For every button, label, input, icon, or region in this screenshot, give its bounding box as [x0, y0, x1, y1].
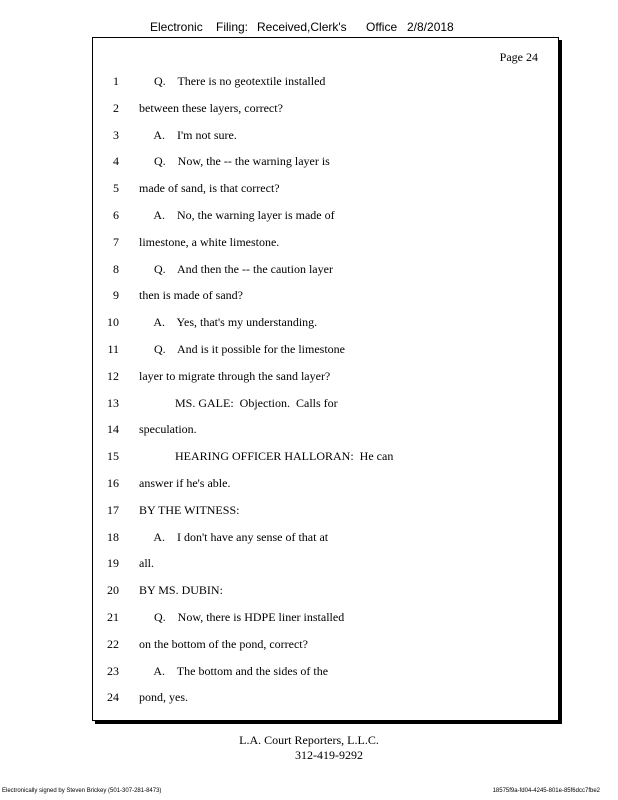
filing-header — [150, 20, 470, 36]
transcript-line — [93, 342, 553, 360]
header-office: Office — [366, 20, 398, 34]
transcript-line — [93, 74, 553, 92]
header-electronic: Electronic — [150, 20, 203, 34]
line-number: 24 — [107, 690, 119, 705]
line-text: A. Yes, that's my understanding. — [139, 315, 318, 330]
line-number: 2 — [113, 100, 119, 115]
transcript-line — [93, 128, 553, 146]
transcript-line — [93, 637, 553, 655]
line-number: 12 — [107, 368, 119, 383]
line-number: 20 — [107, 583, 119, 598]
transcript-line — [93, 690, 553, 708]
line-text: then is made of sand? — [139, 288, 243, 303]
line-number: 15 — [107, 449, 119, 464]
transcript-line — [93, 449, 553, 467]
transcript-line — [93, 208, 553, 226]
header-date: 2/8/2018 — [407, 20, 454, 34]
esign-right: 18575f9a-fd04-4245-801e-85f6dcc7fbe2 — [492, 788, 600, 794]
esign-left: Electronically signed by Steven Brickey (501-307-281-8473) — [2, 788, 162, 794]
line-number: 9 — [113, 288, 119, 303]
line-number: 5 — [113, 181, 119, 196]
transcript-line — [93, 235, 553, 253]
transcript-line — [93, 610, 553, 628]
transcript-line — [93, 181, 553, 199]
line-text: Q. Now, the -- the warning layer is — [139, 154, 330, 169]
line-number: 14 — [107, 422, 119, 437]
header-filing: Filing: — [216, 20, 249, 34]
line-text: made of sand, is that correct? — [139, 181, 280, 196]
transcript-line — [93, 396, 553, 414]
line-text: limestone, a white limestone. — [139, 234, 280, 249]
transcript-line — [93, 369, 553, 387]
line-number: 13 — [107, 395, 119, 410]
line-text: BY MS. DUBIN: — [139, 583, 223, 598]
transcript-line — [93, 154, 553, 172]
line-text: pond, yes. — [139, 690, 188, 705]
line-number: 16 — [107, 476, 119, 490]
line-text: Q. And is it possible for the limestone — [139, 342, 345, 356]
line-number: 17 — [107, 502, 119, 517]
transcript-line — [93, 556, 553, 574]
transcript-line — [93, 315, 553, 333]
line-text: A. I'm not sure. — [139, 127, 237, 142]
line-text: A. I don't have any sense of that at — [139, 529, 329, 544]
line-text: speculation. — [139, 422, 197, 437]
transcript-line — [93, 262, 553, 280]
line-number: 7 — [113, 234, 119, 249]
line-text: Q. And then the -- the caution layer — [139, 261, 333, 276]
transcript-line — [93, 422, 553, 440]
line-number: 11 — [107, 342, 119, 356]
transcript-page — [92, 37, 559, 721]
transcript-line — [93, 583, 553, 601]
line-number: 21 — [107, 610, 119, 624]
header-received: Received,Clerk's — [257, 20, 347, 34]
footer-company: L.A. Court Reporters, L.L.C. — [239, 733, 379, 747]
line-number: 19 — [107, 556, 119, 571]
line-text: Q. There is no geotextile installed — [139, 74, 326, 88]
line-number: 22 — [107, 636, 119, 651]
transcript-line — [93, 101, 553, 119]
line-text: HEARING OFFICER HALLORAN: He can — [139, 449, 394, 464]
transcript-line — [93, 476, 553, 494]
page-number: Page 24 — [499, 50, 538, 64]
line-text: between these layers, correct? — [139, 100, 283, 115]
line-number: 3 — [113, 127, 119, 142]
line-number: 1 — [113, 74, 119, 88]
transcript-line — [93, 503, 553, 521]
line-text: layer to migrate through the sand layer? — [139, 368, 331, 383]
footer-phone: 312-419-9292 — [295, 748, 363, 762]
line-number: 6 — [113, 208, 119, 222]
footer — [0, 733, 618, 763]
line-number: 23 — [107, 663, 119, 678]
transcript-line — [93, 530, 553, 548]
line-number: 8 — [113, 261, 119, 276]
line-number: 18 — [107, 529, 119, 544]
line-number: 10 — [107, 315, 119, 330]
transcript-line — [93, 664, 553, 682]
transcript-line — [93, 288, 553, 306]
line-number: 4 — [113, 154, 119, 169]
line-text: MS. GALE: Objection. Calls for — [139, 395, 338, 410]
line-text: Q. Now, there is HDPE liner installed — [139, 610, 345, 624]
line-text: A. The bottom and the sides of the — [139, 663, 329, 678]
line-text: BY THE WITNESS: — [139, 502, 240, 517]
line-text: on the bottom of the pond, correct? — [139, 636, 308, 651]
line-text: A. No, the warning layer is made of — [139, 208, 335, 222]
line-text: answer if he's able. — [139, 476, 231, 490]
line-text: all. — [139, 556, 154, 571]
